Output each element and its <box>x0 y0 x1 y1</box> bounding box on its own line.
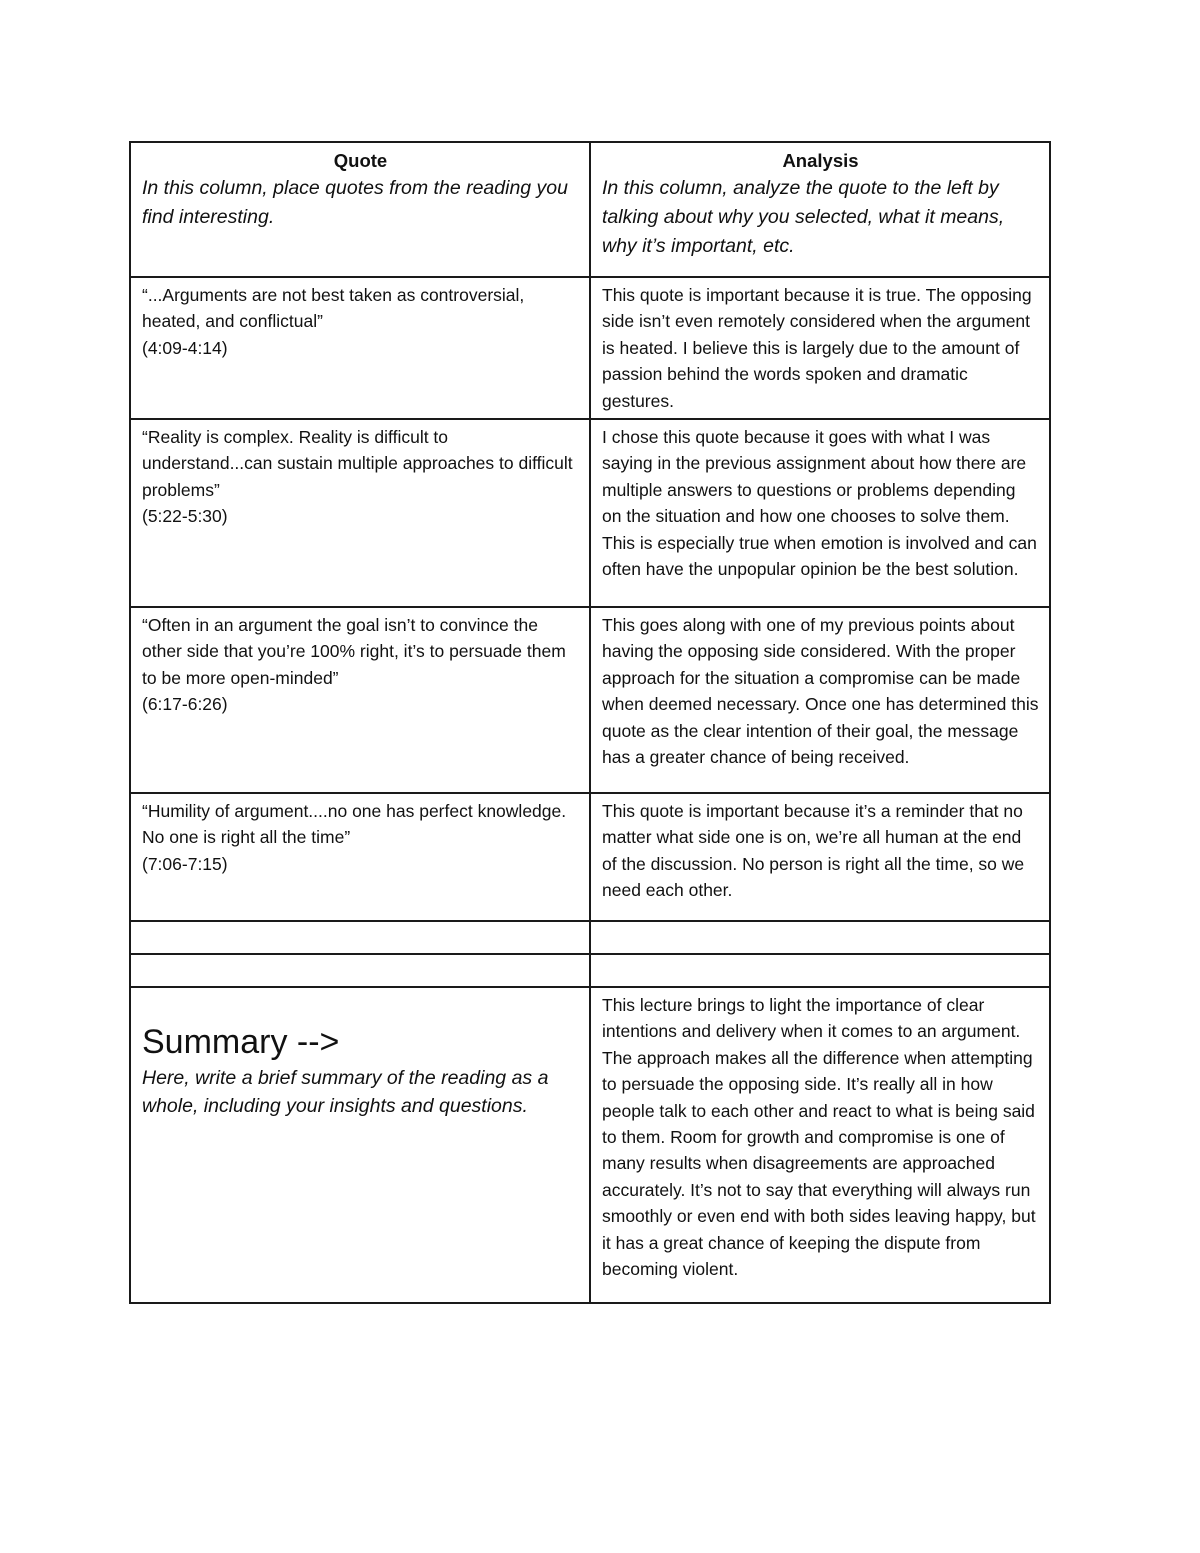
quote-cell <box>130 607 590 793</box>
quote-timestamp: (5:22-5:30) <box>142 506 228 527</box>
analysis-header-cell <box>590 142 1050 277</box>
empty-quote-cell <box>130 921 590 954</box>
empty-analysis-cell <box>590 921 1050 954</box>
analysis-column-instruction: In this column, analyze the quote to the left by talking about why you selected, what it means, why it’s important, etc. <box>602 177 1005 257</box>
summary-instruction: Here, write a brief summary of the reading as a whole, including your insights and questions. <box>142 1067 549 1118</box>
analysis-cell <box>590 419 1050 607</box>
summary-row <box>130 987 1050 1303</box>
analysis-cell <box>590 277 1050 419</box>
quote-text: “Humility of argument....no one has perfect knowledge. No one is right all the time” <box>142 801 567 848</box>
quote-analysis-table <box>129 141 1051 1304</box>
empty-analysis-cell <box>590 954 1050 987</box>
quote-text: “...Arguments are not best taken as controversial, heated, and conflictual” <box>142 285 525 332</box>
analysis-column-title: Analysis <box>782 150 859 171</box>
analysis-cell <box>590 607 1050 793</box>
quote-column-instruction: In this column, place quotes from the reading you find interesting. <box>142 177 568 228</box>
quote-timestamp: (7:06-7:15) <box>142 853 228 874</box>
header-row <box>130 142 1050 277</box>
empty-row <box>130 954 1050 987</box>
quote-cell <box>130 277 590 419</box>
quote-cell <box>130 419 590 607</box>
analysis-text: This quote is important because it is true. The opposing side isn’t even remotely considered when the argument is heated. I believe this is largely due to the amount of passion behind the words spoken and dramatic gestures. <box>602 285 1032 411</box>
quote-text: “Reality is complex. Reality is difficult to understand...can sustain multiple approaches to difficult problems” <box>142 427 573 500</box>
quote-header-cell <box>130 142 590 277</box>
table-row <box>130 277 1050 419</box>
table-row <box>130 419 1050 607</box>
empty-row <box>130 921 1050 954</box>
quote-text: “Often in an argument the goal isn’t to convince the other side that you’re 100% right, it’s to persuade them to be more open-minded” <box>142 615 566 688</box>
table-row <box>130 607 1050 793</box>
quote-column-title: Quote <box>333 150 388 171</box>
quote-cell <box>130 793 590 921</box>
summary-text-cell <box>590 987 1050 1303</box>
analysis-text: I chose this quote because it goes with what I was saying in the previous assignment about how there are multiple answers to questions or problems depending on the situation and how one chooses to solve them. This is especially true when emotion is involved and can often have the unpopular opinion be the best solution. <box>602 427 1037 580</box>
quote-timestamp: (4:09-4:14) <box>142 337 228 358</box>
analysis-text: This quote is important because it’s a reminder that no matter what side one is on, we’re all human at the end of the discussion. No person is right all the time, so we need each other. <box>602 801 1025 901</box>
analysis-text: This goes along with one of my previous points about having the opposing side considered. With the proper approach for the situation a compromise can be made when deemed necessary. Once one has determined this quote as the clear intention of their goal, the message has a greater chance of being received. <box>602 615 1039 768</box>
summary-text: This lecture brings to light the importance of clear intentions and delivery when it comes to an argument. The approach makes all the difference when attempting to persuade the opposing side. It’s really all in how people talk to each other and react to what is being said to them. Room for growth and compromise is one of many results when disagreements are approached accurately. It’s not to say that everything will always run smoothly or even end with both sides leaving happy, but it has a great chance of keeping the dispute from becoming violent. <box>602 995 1036 1280</box>
summary-label-cell <box>130 987 590 1303</box>
analysis-cell <box>590 793 1050 921</box>
table-row <box>130 793 1050 921</box>
summary-title: Summary --> <box>142 1023 340 1062</box>
empty-quote-cell <box>130 954 590 987</box>
quote-timestamp: (6:17-6:26) <box>142 694 228 715</box>
